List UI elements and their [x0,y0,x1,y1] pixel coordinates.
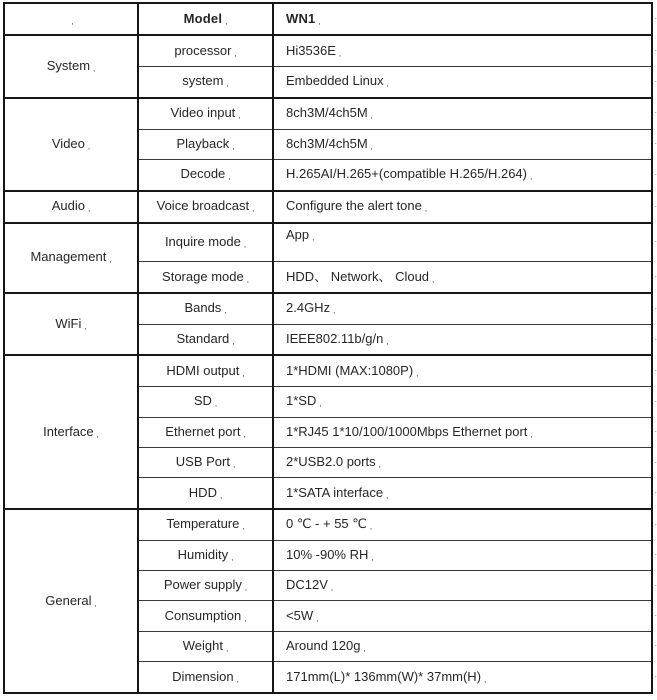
spec-row [4,35,652,66]
spec-value-cell [273,191,652,223]
paragraph-mark-icon: , [84,321,87,331]
spec-label-cell [138,223,273,262]
paragraph-mark-icon: , [226,79,229,89]
spec-label-cell [138,159,273,190]
spec-value-cell-text: App [286,226,310,242]
spec-row [4,223,652,262]
model-value-cell-text: WN1 [286,10,316,26]
spec-label-cell-text: Playback [176,135,230,151]
category-cell-general-text: General [45,592,92,608]
paragraph-mark-icon: , [243,240,247,250]
paragraph-mark-icon: , [96,429,99,439]
spec-label-cell-text: Video input [170,105,236,121]
paragraph-mark-icon: , [232,141,235,151]
spec-row [4,509,652,540]
row-end-mark-icon: · [654,521,657,529]
spec-label-cell [138,601,273,631]
spec-label-cell [138,66,273,97]
spec-value-cell-text: Configure the alert tone [286,198,422,214]
spec-value-cell [273,631,652,661]
paragraph-mark-icon: , [244,613,247,623]
spec-value-cell-text: 10% -90% RH [286,546,369,562]
paragraph-mark-icon: , [219,490,223,500]
spec-value-cell [273,387,652,417]
spec-value-cell-text: IEEE802.11b/g/n [286,331,384,347]
paragraph-mark-icon: , [225,16,228,26]
spec-label-cell [138,571,273,601]
spec-value-cell-text: 0 ℃ - + 55 ℃ [286,516,367,532]
model-label-cell-text: Model [183,10,223,26]
spec-label-cell-text: Temperature [166,516,240,532]
category-cell-management-text: Management [30,249,107,265]
row-end-mark-icon: · [654,428,657,436]
spec-value-cell [273,571,652,601]
spec-label-cell [138,509,273,540]
spec-label-cell [138,262,273,293]
row-end-mark-icon: · [654,551,657,559]
paragraph-mark-icon: , [530,172,533,182]
spec-value-cell-text: 171mm(L)* 136mm(W)* 37mm(H) [286,668,482,684]
spec-label-cell [138,661,273,693]
row-end-mark-icon: · [654,238,657,246]
spec-row [4,293,652,324]
row-end-mark-icon: · [654,582,657,590]
paragraph-mark-icon: , [338,48,342,58]
spec-label-cell-text: Ethernet port [165,423,241,439]
spec-value-cell-text: 2.4GHz [286,300,331,316]
spec-label-cell [138,191,273,223]
spec-label-cell [138,324,273,355]
paragraph-mark-icon: , [432,274,435,284]
spec-value-cell-text: 8ch3M/4ch5M [286,105,368,121]
spec-label-cell-text: Weight [182,637,223,653]
spec-label-cell-text: Voice broadcast [156,198,250,214]
category-cell-video [4,98,138,191]
paragraph-mark-icon: , [416,368,419,378]
paragraph-mark-icon: , [484,674,487,684]
spec-value-cell-text: H.265AI/H.265+(compatible H.265/H.264) [286,166,527,182]
spec-value-cell-text: 8ch3M/4ch5M [286,135,368,151]
spec-row [4,191,652,223]
spec-label-cell [138,540,273,570]
category-cell-wifi [4,293,138,356]
spec-label-cell-text: Bands [184,300,222,316]
spec-label-cell [138,355,273,386]
spec-label-cell-text: Inquire mode [164,234,241,250]
row-end-mark-icon: · [654,203,657,211]
spec-value-cell-text: HDD、 Network、 Cloud [286,268,430,284]
corner-cell [4,3,138,35]
row-end-mark-icon: · [654,673,657,681]
paragraph-mark-icon: , [369,522,373,532]
paragraph-mark-icon: , [243,429,246,439]
paragraph-mark-icon: , [386,79,389,89]
spec-label-cell [138,129,273,159]
paragraph-mark-icon: , [319,399,322,409]
header-row [4,3,652,35]
paragraph-mark-icon: , [333,306,336,316]
row-end-mark-icon: · [654,459,657,467]
spec-label-cell-text: Dimension [172,668,234,684]
spec-value-cell [273,159,652,190]
paragraph-mark-icon: , [234,48,237,58]
spec-value-cell-text: <5W [286,607,314,623]
spec-label-cell-text: Standard [176,331,230,347]
paragraph-mark-icon: , [312,232,315,242]
row-end-mark-icon: · [654,15,657,23]
paragraph-mark-icon: , [226,643,229,653]
spec-value-cell [273,540,652,570]
spec-table [3,2,653,694]
category-cell-interface [4,355,138,508]
spec-value-cell [273,324,652,355]
paragraph-mark-icon: , [386,337,389,347]
category-cell-system-text: System [46,58,91,74]
spec-label-cell [138,387,273,417]
spec-label-cell [138,447,273,477]
row-end-mark-icon: · [654,398,657,406]
paragraph-mark-icon: , [330,583,334,593]
spec-label-cell-text: Consumption [164,607,242,623]
spec-value-cell-text: 1*RJ45 1*10/100/1000Mbps Ethernet port [286,423,528,439]
row-end-mark-icon: · [654,47,657,55]
row-end-mark-icon: · [654,273,657,281]
spec-label-cell-text: processor [174,42,232,58]
paragraph-mark-icon: , [252,204,255,214]
spec-value-cell-text: 2*USB2.0 ports [286,454,376,470]
paragraph-mark-icon: , [109,255,112,265]
row-end-mark-icon: · [654,171,657,179]
paragraph-mark-icon: , [242,368,245,378]
paragraph-mark-icon: , [231,552,234,562]
spec-value-cell [273,355,652,386]
spec-label-cell [138,417,273,447]
paragraph-mark-icon: , [244,583,248,593]
spec-value-cell [273,66,652,97]
spec-label-cell [138,293,273,324]
spec-value-cell-text: Around 120g [286,637,361,653]
paragraph-mark-icon: , [224,306,227,316]
paragraph-mark-icon: , [378,460,381,470]
spec-label-cell [138,98,273,129]
spec-label-cell-text: Storage mode [162,268,244,284]
paragraph-mark-icon: , [214,399,218,409]
paragraph-mark-icon: , [386,490,389,500]
category-cell-general [4,509,138,693]
paragraph-mark-icon: , [238,111,241,121]
paragraph-mark-icon: , [242,522,245,532]
category-cell-audio [4,191,138,223]
spec-value-cell [273,98,652,129]
spec-value-cell-text: 1*HDMI (MAX:1080P) [286,362,414,378]
row-end-mark-icon: · [654,109,657,117]
spec-value-cell [273,129,652,159]
spec-row [4,98,652,129]
spec-value-cell [273,417,652,447]
spec-value-cell-text: 1*SATA interface [286,484,384,500]
spec-label-cell-text: Humidity [177,546,229,562]
paragraph-mark-icon: , [371,552,374,562]
spec-label-cell-text: USB Port [175,454,230,470]
row-end-mark-icon: · [654,336,657,344]
spec-value-cell-text: 1*SD [286,393,317,409]
spec-value-cell [273,223,652,262]
spec-label-cell-text: HDMI output [166,362,240,378]
model-value-cell [273,3,652,35]
category-cell-management [4,223,138,293]
spec-value-cell-text: Embedded Linux [286,73,384,89]
row-end-mark-icon: · [654,140,657,148]
spec-value-cell [273,293,652,324]
row-end-mark-icon: · [654,642,657,650]
spec-label-cell [138,478,273,509]
paragraph-mark-icon: , [370,111,373,121]
paragraph-mark-icon: , [88,204,91,214]
spec-value-cell [273,35,652,66]
model-label-cell [138,3,273,35]
row-end-mark-icon: · [654,78,657,86]
spec-value-cell [273,262,652,293]
category-cell-audio-text: Audio [51,198,85,214]
row-end-mark-icon: · [654,489,657,497]
category-cell-wifi-text: WiFi [55,315,82,331]
spec-label-cell [138,631,273,661]
row-end-mark-icon: · [654,305,657,313]
paragraph-mark-icon: , [94,598,97,608]
paragraph-mark-icon: , [363,643,366,653]
paragraph-mark-icon: , [424,204,428,214]
paragraph-mark-icon: , [318,16,321,26]
spec-value-cell [273,447,652,477]
spec-value-cell [273,478,652,509]
row-end-mark-icon: · [654,367,657,375]
spec-value-cell [273,601,652,631]
paragraph-mark-icon: , [232,460,236,470]
spec-value-cell [273,509,652,540]
paragraph-mark-icon: , [246,274,249,284]
paragraph-mark-icon: , [232,337,235,347]
spec-row [4,355,652,386]
spec-label-cell-text: system [182,73,224,89]
paragraph-mark-icon: , [370,141,373,151]
spec-label-cell-text: HDD [188,484,217,500]
category-cell-video-text: Video [51,135,85,151]
paragraph-mark-icon: , [236,674,239,684]
paragraph-mark-icon: , [87,141,91,151]
category-cell-system [4,35,138,98]
paragraph-mark-icon: , [93,64,96,74]
spec-value-cell [273,661,652,693]
category-cell-interface-text: Interface [43,423,94,439]
spec-value-cell-text: Hi3536E [286,42,336,58]
spec-value-cell-text: DC12V [286,577,328,593]
paragraph-mark-icon: , [530,429,533,439]
paragraph-mark-icon: , [71,16,74,26]
row-end-mark-icon: · [654,612,657,620]
paragraph-mark-icon: , [316,613,319,623]
spec-label-cell-text: SD [193,393,212,409]
spec-label-cell [138,35,273,66]
spec-label-cell-text: Decode [180,166,226,182]
spec-label-cell-text: Power supply [163,577,242,593]
spec-table-body [4,3,652,693]
paragraph-mark-icon: , [228,172,231,182]
